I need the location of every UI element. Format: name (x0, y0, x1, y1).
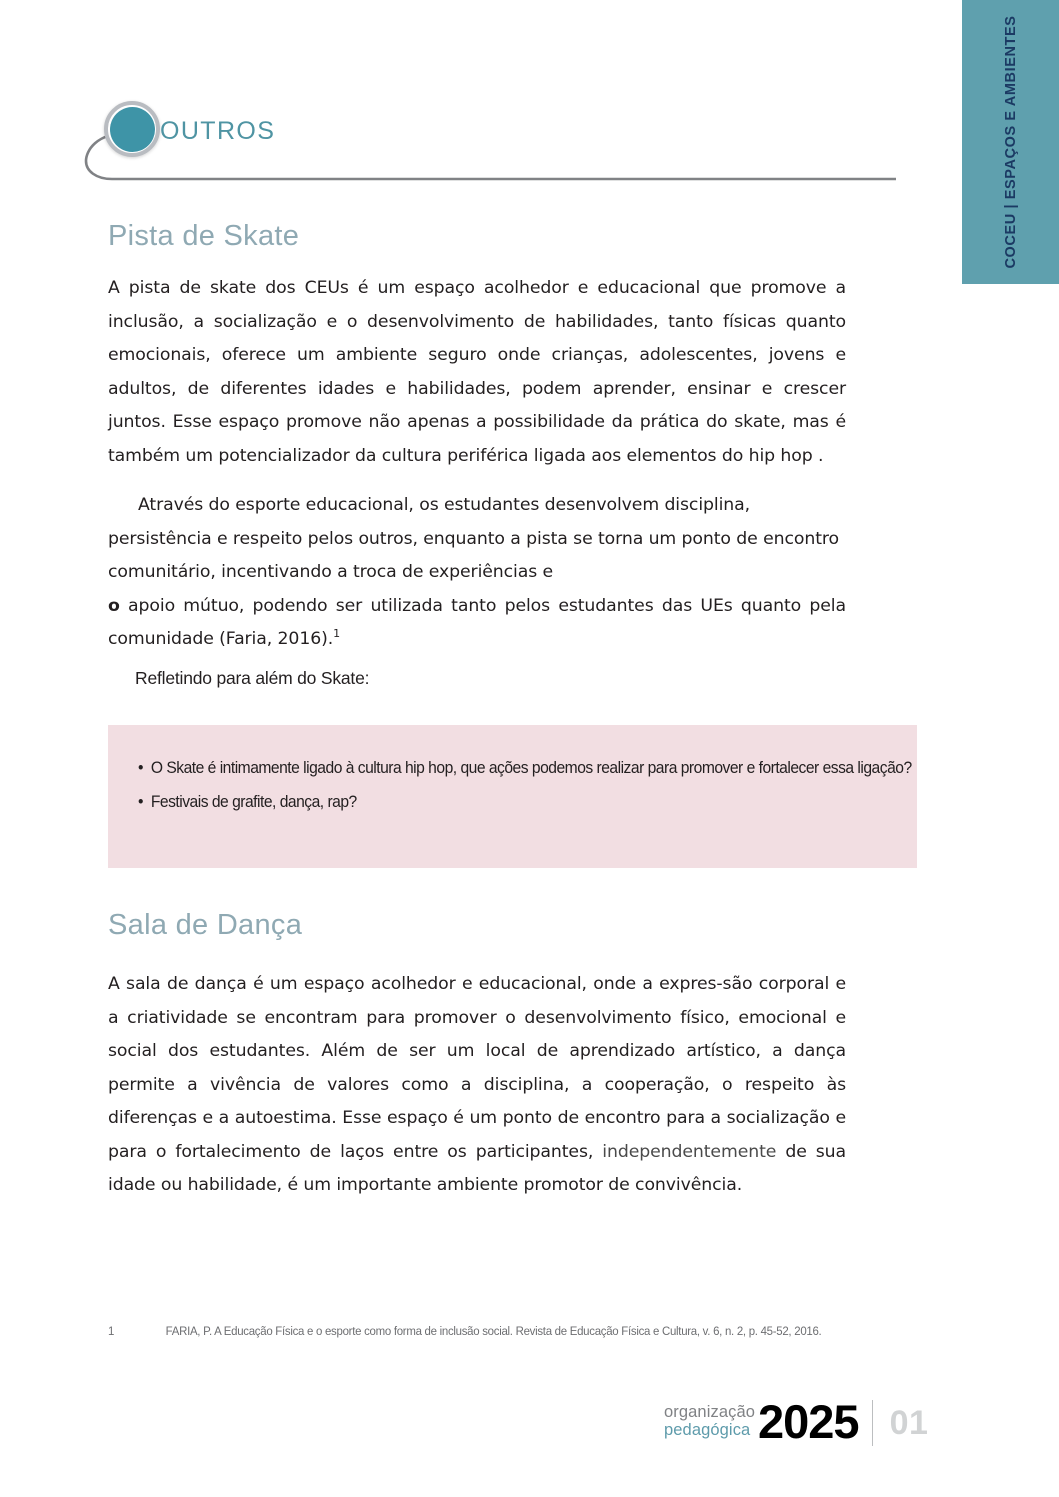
inline-word-independentemente: independentemente (602, 1141, 777, 1162)
inline-bold-o: o (108, 595, 120, 616)
paragraph-skate-1 (108, 272, 846, 473)
side-tab-label: COCEU | ESPAÇOS E AMBIENTES (1002, 15, 1019, 269)
reflection-lead-text: Refletindo para além do Skate: (135, 668, 370, 688)
list-item (138, 754, 929, 782)
reflection-bullet-list (138, 754, 929, 822)
bullet-icon: • (138, 792, 143, 811)
reflection-callout-box (108, 725, 917, 868)
footer-brand-line-2: pedagógica (664, 1421, 751, 1439)
section-heading-pista-de-skate: Pista de Skate (108, 220, 300, 252)
paragraph-text-part-b (108, 590, 846, 657)
inline-rest: apoio mútuo, podendo ser utilizada tanto pelos estudantes das UEs quanto pela comunidade (Faria, 2016). (108, 595, 846, 649)
paragraph-text-part-b: de sua idade ou habilidade, é um importante ambiente promotor de convivência. (108, 1141, 846, 1195)
page-number: 01 (889, 1403, 929, 1442)
header-dot-icon (110, 107, 155, 152)
paragraph-text (108, 968, 846, 1203)
header-title: OUTROS (160, 117, 276, 145)
paragraph-text: A pista de skate dos CEUs é um espaço acolhedor e educacional que promove a inclusão, a socialização e o desenvolvimento de habilidades, tanto físicas quanto emocionais, oferece um ambiente seguro onde crianças, adolescentes, jovens e adultos, de diferentes idades e habilidades, podem aprender, ensinar e crescer juntos. Esse espaço promove não apenas a possibilidade da prática do skate, mas é também um potencializador da cultura periférica ligada aos elementos do hip hop . (108, 278, 846, 466)
paragraph-skate-2 (108, 489, 846, 657)
list-item (138, 788, 929, 816)
footnote-number: 1 (108, 1324, 115, 1338)
page-footer (664, 1394, 928, 1452)
page-header (78, 95, 898, 185)
footer-brand-stack (664, 1404, 755, 1442)
list-item-text: O Skate é intimamente ligado à cultura hip hop, que ações podemos realizar para promover e fortalecer essa ligação? (150, 758, 912, 777)
paragraph-text-part-a: Através do esporte educacional, os estudantes desenvolvem disciplina, persistência e respeito pelos outros, enquanto a pista se torna um ponto de encontro comunitário, incentivando a troca de experiências e (108, 495, 839, 582)
paragraph-danca-1 (108, 968, 846, 1203)
section-heading-sala-de-danca: Sala de Dança (108, 909, 303, 941)
bullet-icon: • (138, 758, 143, 777)
footnote-text: FARIA, P. A Educação Física e o esporte como forma de inclusão social. Revista de Educação Física e Cultura, v. 6, n. 2, p. 45-52, 2016. (165, 1324, 822, 1338)
paragraph-text-part-a: A sala de dança é um espaço acolhedor e educacional, onde a expres-são corporal e a criatividade se encontram para promover o desenvolvimento físico, emocional e social dos estudantes. Além de ser um local de aprendizado artístico, a dança permite a vivência de valores como a disciplina, a cooperação, o respeito às diferenças e a autoestima. Esse espaço é um ponto de encontro para a socialização e para o fortalecimento de laços entre os participantes, (108, 974, 846, 1162)
side-tab-section-marker (962, 0, 1059, 284)
footnote-marker: 1 (333, 627, 341, 641)
footer-year: 2025 (758, 1395, 859, 1448)
list-item-text: Festivais de grafite, dança, rap? (150, 792, 357, 811)
footer-brand-line-1: organização (664, 1403, 755, 1422)
footnote (108, 1322, 869, 1340)
footer-divider (872, 1400, 873, 1446)
